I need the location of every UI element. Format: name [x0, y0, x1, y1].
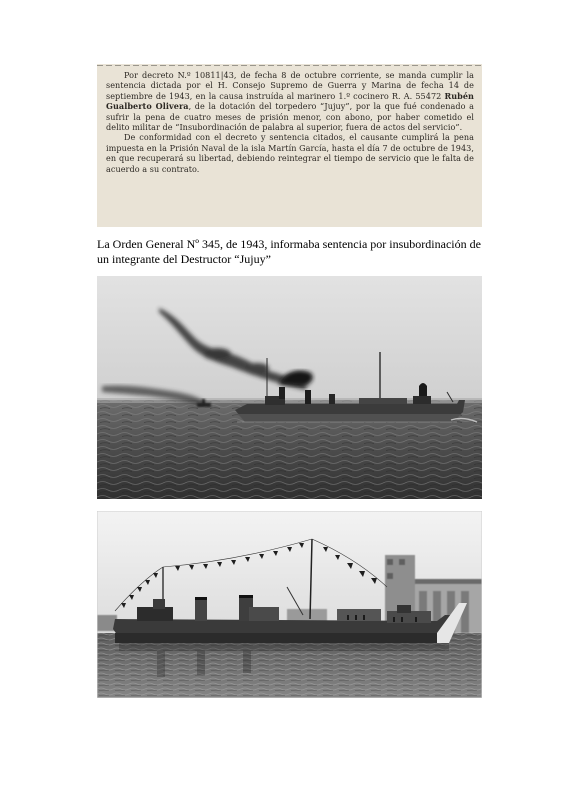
clipping-paragraph-2: De conformidad con el decreto y sentencia citados, el causante cumplirá la pena impuesta en la Prisión Naval de la isla Martín García, hasta el día 7 de octubre de 1943, en que recuperará su libertad, debiendo reintegrar el tiempo de servicio que le falta de acuerdo a su contrato.	[106, 132, 474, 174]
clipping-text: Por decreto N.º 10811|43, de fecha 8 de octubre corriente, se manda cumplir la sentencia dictada por el H. Consejo Supremo de Guerra y Marina de fecha 14 de septiembre de 1943, en la causa instruída al marinero 1.º cocinero R. A. 55472	[106, 70, 474, 101]
ship-at-sea-image	[97, 276, 482, 499]
clipping-top-rule	[97, 65, 482, 66]
clipping-paragraph-1	[106, 70, 474, 132]
ship-in-port-image	[97, 511, 482, 698]
photo-destroyer-dressed-flags	[97, 511, 482, 698]
newspaper-clipping	[97, 64, 482, 227]
sailor-name: Rubén Gualberto Olivera	[106, 90, 474, 112]
photo-caption: La Orden General Nº 345, de 1943, informaba sentencia por insubordinación de un integrante del Destructor “Jujuy”	[97, 237, 481, 266]
photo-destroyer-at-sea	[97, 276, 482, 499]
clipping-text: , de la dotación del torpedero “Jujuy”, por la que fué condenado a sufrir la pena de cuatro meses de prisión menor, con abono, por haber cometido el delito militar de “Insubordinación de palabra al superior, fuera de actos del servicio”.	[106, 101, 474, 133]
